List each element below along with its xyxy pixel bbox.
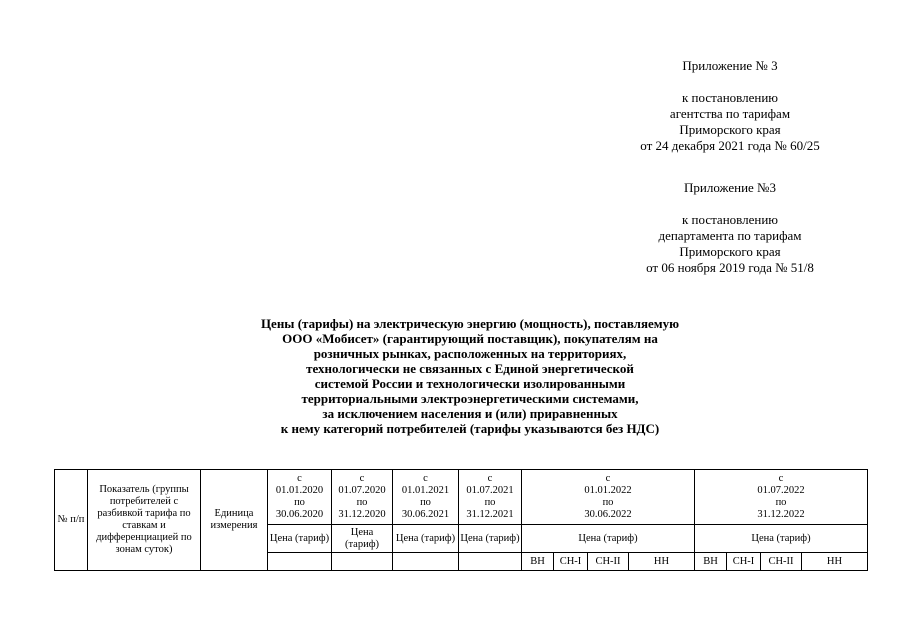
period-from-date: 01.01.2020 [275, 485, 324, 496]
voltage-sn2: СН-II [761, 553, 802, 571]
tariff-table [54, 469, 868, 571]
appendix-current-line: от 24 декабря 2021 года № 60/25 [640, 138, 820, 153]
voltage-sn1: СН-I [727, 553, 761, 571]
voltage-sn2: СН-II [588, 553, 629, 571]
price-header: Цена (тариф) [522, 525, 695, 553]
appendix-previous-line: департамента по тарифам [658, 228, 802, 243]
appendix-previous-line: Приморского края [679, 244, 781, 259]
title-line: за исключением населения и (или) приравненных [322, 406, 618, 421]
period-from-date: 01.07.2021 [466, 485, 514, 496]
header-number: № п/п [55, 470, 88, 571]
price-header: Цена (тариф) [459, 525, 522, 553]
period-header [459, 470, 522, 525]
period-to-word: по [420, 497, 431, 508]
period-from-word: с [487, 473, 493, 484]
price-header: Цена (тариф) [268, 525, 332, 553]
empty-cell [268, 553, 332, 571]
period-header [332, 470, 393, 525]
document-title [190, 316, 750, 436]
price-header: Цена (тариф) [695, 525, 868, 553]
voltage-sn1: СН-I [554, 553, 588, 571]
period-header [393, 470, 459, 525]
period-to-word: по [775, 497, 787, 508]
voltage-nn: НН [629, 553, 695, 571]
empty-cell [459, 553, 522, 571]
period-from-date: 01.07.2020 [338, 485, 386, 496]
appendix-current-title: Приложение № 3 [682, 58, 778, 73]
header-indicator: Показатель (группы потребителей с разбивкой тарифа по ставкам и дифференциацией по зонам суток) [88, 470, 201, 571]
price-header: Цена (тариф) [393, 525, 459, 553]
period-header [522, 470, 695, 525]
period-from-date: 01.01.2022 [584, 485, 632, 496]
title-line: к нему категорий потребителей (тарифы указываются без НДС) [280, 421, 660, 436]
appendix-previous-line: к постановлению [681, 212, 779, 227]
title-line: розничных рынках, расположенных на территориях, [313, 346, 627, 361]
voltage-nn: НН [802, 553, 868, 571]
period-header [268, 470, 332, 525]
title-line: технологически не связанных с Единой энергетической [306, 361, 634, 376]
appendix-current-block [600, 58, 860, 154]
voltage-vn: ВН [695, 553, 727, 571]
appendix-current-line: к постановлению [681, 90, 779, 105]
period-from-word: с [605, 473, 611, 484]
period-to-word: по [602, 497, 614, 508]
title-line: Цены (тарифы) на электрическую энергию (мощность), поставляемую [260, 316, 680, 331]
appendix-current-line: агентства по тарифам [669, 106, 791, 121]
voltage-vn: ВН [522, 553, 554, 571]
appendix-previous-line: от 06 ноября 2019 года № 51/8 [646, 260, 814, 275]
header-unit: Единица измерения [201, 470, 268, 571]
period-to-word: по [294, 497, 305, 508]
period-from-word: с [778, 473, 784, 484]
title-line: ООО «Мобисет» (гарантирующий поставщик), покупателям на [282, 331, 658, 346]
period-to-date: 30.06.2020 [275, 509, 324, 520]
period-to-word: по [484, 497, 496, 508]
period-from-word: с [423, 473, 428, 484]
period-from-date: 01.07.2022 [757, 485, 805, 496]
empty-cell [332, 553, 393, 571]
period-from-word: с [297, 473, 302, 484]
period-to-date: 31.12.2021 [466, 509, 514, 520]
title-line: территориальными электроэнергетическими системами, [301, 391, 639, 406]
period-to-word: по [356, 497, 368, 508]
appendix-current-line: Приморского края [679, 122, 781, 137]
period-from-date: 01.01.2021 [401, 485, 450, 496]
appendix-previous-title: Приложение №3 [684, 180, 776, 195]
period-to-date: 31.12.2022 [757, 509, 805, 520]
appendix-previous-block [600, 180, 860, 276]
period-to-date: 30.06.2022 [584, 509, 632, 520]
price-header: Цена (тариф) [332, 525, 393, 553]
period-to-date: 31.12.2020 [338, 509, 386, 520]
title-line: системой России и технологически изолированными [314, 376, 626, 391]
period-to-date: 30.06.2021 [401, 509, 450, 520]
period-header [695, 470, 868, 525]
empty-cell [393, 553, 459, 571]
period-from-word: с [359, 473, 365, 484]
